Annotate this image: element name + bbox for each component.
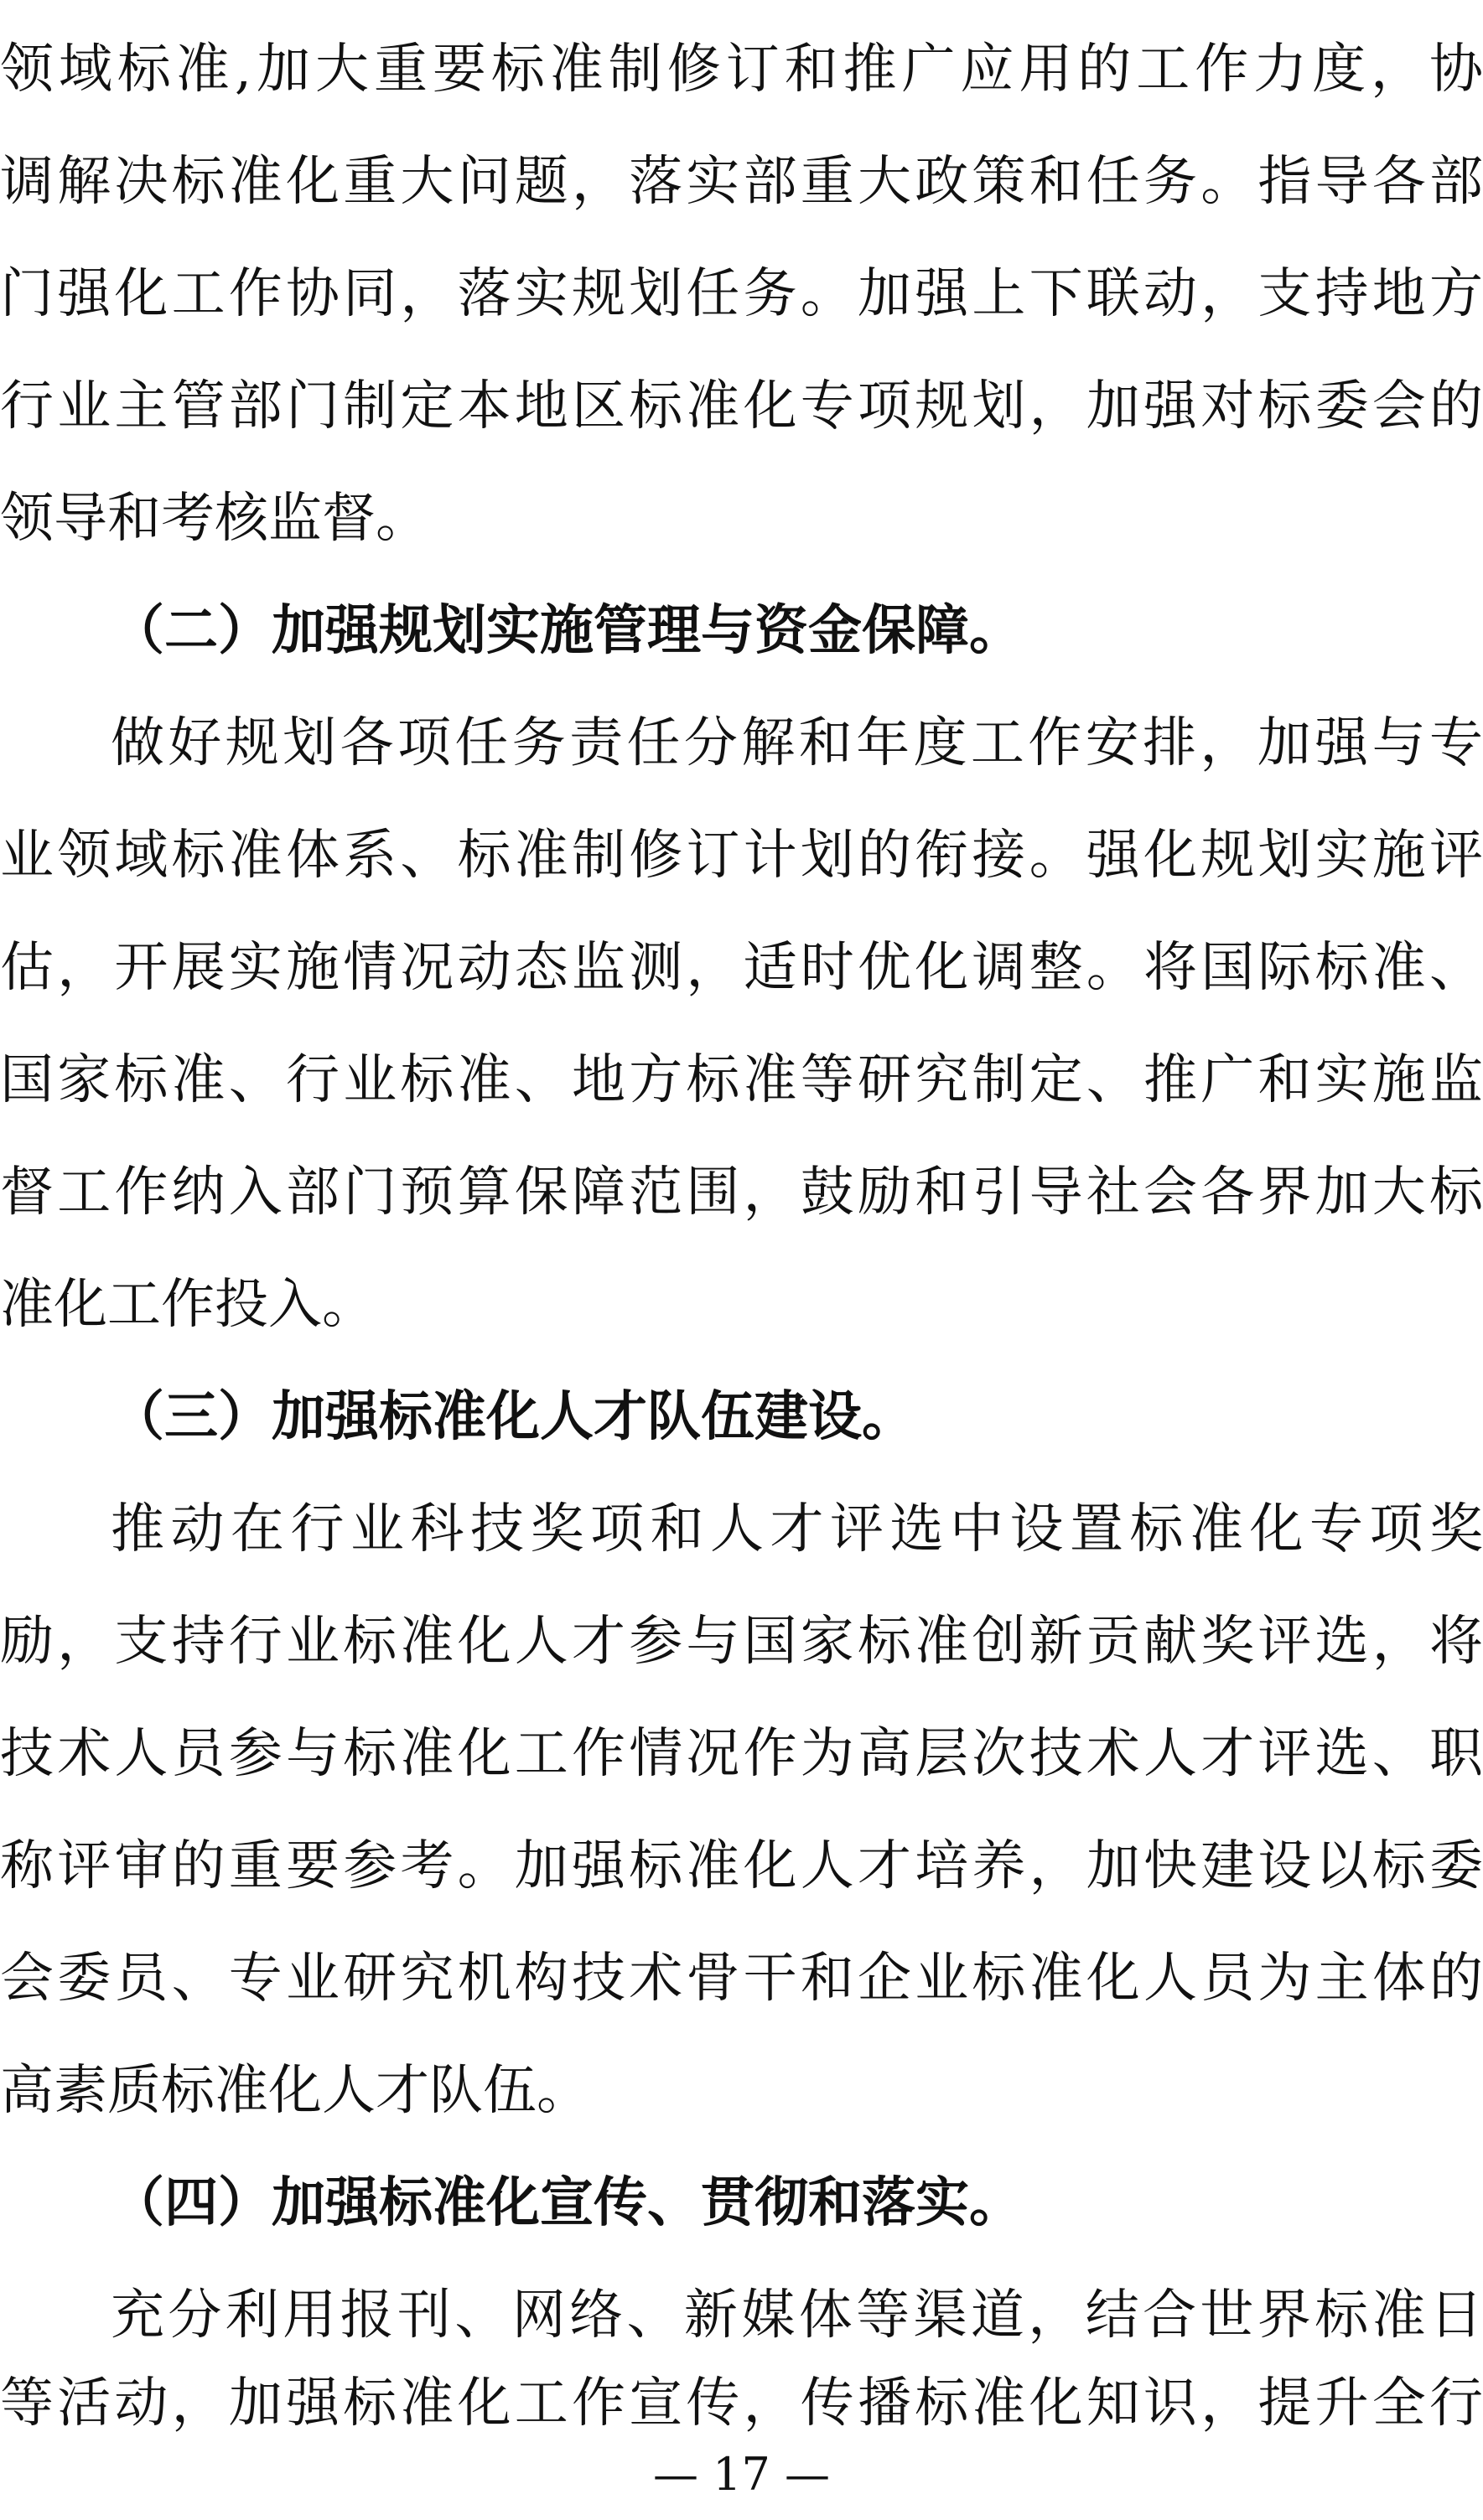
paragraph-line: 领导和考核监督。 (0, 488, 429, 550)
paragraph-line: 高素质标准化人才队伍。 (0, 2060, 590, 2122)
paragraph-line: 会委员、专业研究机构技术骨干和企业标准化人员为主体的 (0, 1948, 1483, 2010)
paragraph-line: 做好规划各项任务责任分解和年度工作安排，加强与专 (111, 712, 1483, 774)
section-heading: （四）加强标准化宣传、贯彻和落实。 (111, 2171, 1023, 2234)
paragraph-line: 国家标准、行业标准、地方标准等研究制定、推广和实施监 (0, 1049, 1483, 1111)
paragraph-line: 等活动，加强标准化工作宣传，传播标准化知识，提升全行 (0, 2373, 1483, 2435)
paragraph-line: 行业主管部门制定本地区标准化专项规划，加强对标委会的 (0, 375, 1483, 437)
paragraph-line: 准化工作投入。 (0, 1274, 376, 1336)
paragraph-line: 充分利用报刊、网络、新媒体等渠道，结合世界标准日 (111, 2285, 1483, 2347)
paragraph-line: 励，支持行业标准化人才参与国家标准创新贡献奖评选，将 (0, 1611, 1483, 1673)
paragraph-line: 业领域标准体系、标准制修订计划的衔接。强化规划实施评 (0, 825, 1483, 887)
paragraph-line: 门强化工作协同，落实规划任务。加强上下联动，支持地方 (0, 263, 1483, 325)
paragraph-line: 技术人员参与标准化工作情况作为高层次技术人才评选、职 (0, 1723, 1483, 1785)
paragraph-line: 领域标准,加大重要标准制修订和推广应用的工作力度，协 (0, 39, 1483, 101)
paragraph-line: 估，开展实施情况动态监测，适时优化调整。将国际标准、 (0, 937, 1483, 999)
paragraph-line: 称评审的重要参考。加强标准化人才培养，加快建设以标委 (0, 1835, 1483, 1897)
paragraph-line: 督工作纳入部门预算保障范围，鼓励和引导社会各界加大标 (0, 1162, 1483, 1224)
paragraph-line: 调解决标准化重大问题，落实部重大政策和任务。指导各部 (0, 151, 1483, 213)
section-heading: （三）加强标准化人才队伍建设。 (111, 1385, 915, 1448)
paragraph-line: 推动在行业科技奖项和人才评选中设置标准化专项奖 (111, 1498, 1483, 1560)
section-heading: （二）加强规划实施管理与资金保障。 (111, 599, 1023, 662)
page-number: — 17 — (652, 2448, 831, 2501)
